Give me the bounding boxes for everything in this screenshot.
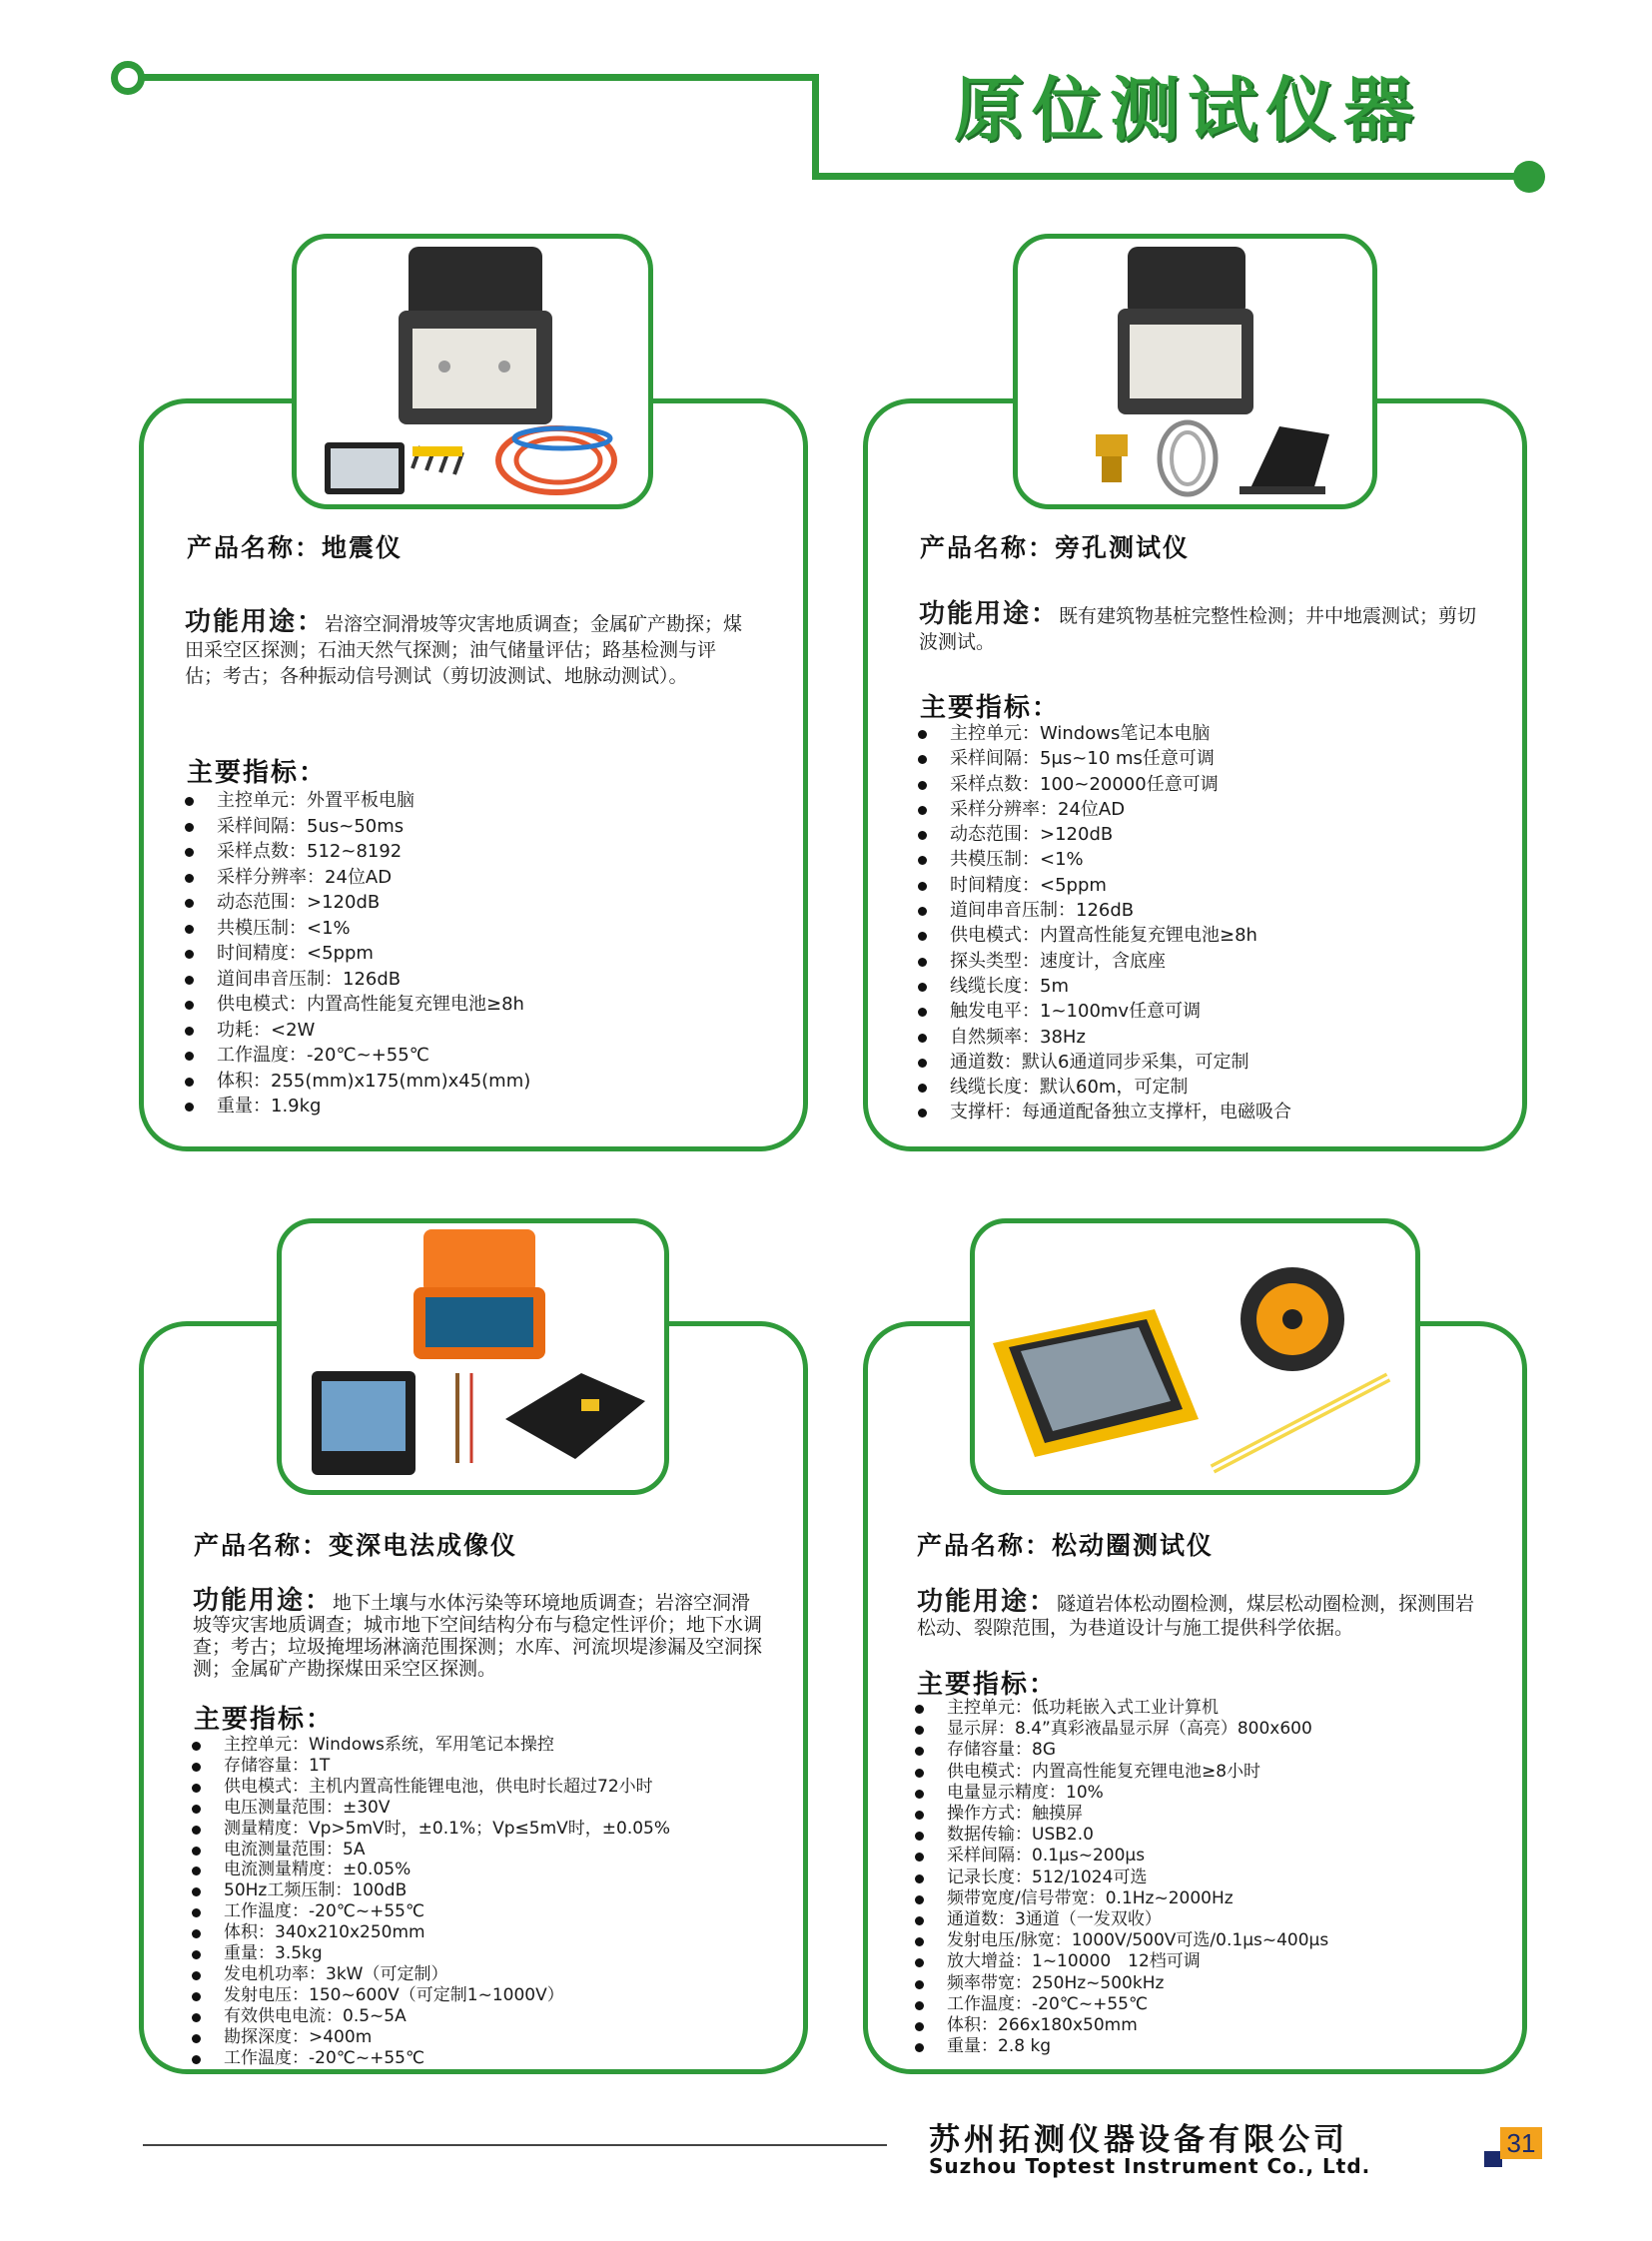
spec-title-resistivity-imager: 主要指标： bbox=[194, 1705, 335, 1735]
header-dot-icon bbox=[1513, 161, 1545, 193]
spec-item: 电流测量精度：±0.05% bbox=[190, 1860, 670, 1880]
spec-item: 重量：2.8 kg bbox=[913, 2036, 1328, 2057]
spec-item: 采样分辨率：24位AD bbox=[916, 797, 1291, 822]
spec-item: 供电模式：内置高性能复充锂电池≥8小时 bbox=[913, 1762, 1328, 1783]
spec-item: 发射电压/脉宽：1000V/500V可选/0.1μs~400μs bbox=[913, 1930, 1328, 1951]
spec-item: 工作温度：-20℃~+55℃ bbox=[183, 1043, 530, 1069]
spec-item: 操作方式：触摸屏 bbox=[913, 1804, 1328, 1825]
spec-item: 自然频率：38Hz bbox=[916, 1025, 1291, 1050]
spec-item: 显示屏：8.4”真彩液晶显示屏（高亮）800x600 bbox=[913, 1719, 1328, 1740]
spec-item: 共模压制：<1% bbox=[916, 847, 1291, 872]
spec-item: 电量显示精度：10% bbox=[913, 1783, 1328, 1804]
header-ring-icon bbox=[111, 61, 145, 95]
usage-label: 功能用途： bbox=[193, 1586, 334, 1616]
spec-item: 体积：255(mm)x175(mm)x45(mm) bbox=[183, 1069, 530, 1095]
spec-item: 采样点数：512~8192 bbox=[183, 839, 530, 865]
spec-item: 线缆长度：5m bbox=[916, 974, 1291, 999]
header-line-left bbox=[144, 74, 819, 81]
product-name-resistivity-imager: 产品名称：变深电法成像仪 bbox=[194, 1531, 518, 1560]
spec-item: 探头类型：速度计，含底座 bbox=[916, 949, 1291, 974]
seismograph-image-icon bbox=[297, 239, 648, 504]
spec-item: 存储容量：8G bbox=[913, 1740, 1328, 1761]
usage-borehole-tester bbox=[919, 601, 1478, 655]
spec-list-resistivity-imager bbox=[190, 1735, 670, 2069]
spec-item: 时间精度：<5ppm bbox=[916, 873, 1291, 898]
spec-item: 主控单元：低功耗嵌入式工业计算机 bbox=[913, 1698, 1328, 1719]
spec-item: 主控单元：外置平板电脑 bbox=[183, 788, 530, 814]
spec-item: 供电模式：内置高性能复充锂电池≥8h bbox=[916, 923, 1291, 948]
spec-item: 工作温度：-20℃~+55℃ bbox=[190, 2048, 670, 2069]
spec-item: 道间串音压制：126dB bbox=[916, 898, 1291, 923]
spec-item: 体积：340x210x250mm bbox=[190, 1922, 670, 1943]
product-name-loose-circle-tester: 产品名称：松动圈测试仪 bbox=[917, 1531, 1215, 1560]
product-name-seismograph: 产品名称：地震仪 bbox=[187, 533, 404, 562]
spec-item: 重量：1.9kg bbox=[183, 1094, 530, 1120]
spec-item: 支撑杆：每通道配备独立支撑杆，电磁吸合 bbox=[916, 1100, 1291, 1124]
spec-item: 采样间隔：0.1μs~200μs bbox=[913, 1846, 1328, 1867]
spec-item: 电流测量范围：5A bbox=[190, 1840, 670, 1861]
usage-label: 功能用途： bbox=[185, 607, 326, 637]
spec-item: 工作温度：-20℃~+55℃ bbox=[190, 1901, 670, 1922]
spec-item: 道间串音压制：126dB bbox=[183, 967, 530, 993]
usage-text: 既有建筑物基桩完整性检测；井中地震测试；剪切波测试。 bbox=[919, 605, 1477, 653]
spec-item: 数据传输：USB2.0 bbox=[913, 1825, 1328, 1846]
spec-list-seismograph bbox=[183, 788, 530, 1120]
spec-item: 50Hz工频压制：100dB bbox=[190, 1880, 670, 1901]
spec-item: 线缆长度：默认60m，可定制 bbox=[916, 1075, 1291, 1100]
page-title: 原位测试仪器 bbox=[954, 69, 1421, 151]
spec-item: 电压测量范围：±30V bbox=[190, 1798, 670, 1819]
header-line-vertical bbox=[812, 74, 819, 180]
spec-item: 频率带宽：250Hz~500kHz bbox=[913, 1973, 1328, 1994]
spec-item: 主控单元：Windows笔记本电脑 bbox=[916, 721, 1291, 746]
borehole-tester-image-icon bbox=[1018, 239, 1372, 504]
spec-item: 记录长度：512/1024可选 bbox=[913, 1868, 1328, 1888]
usage-label: 功能用途： bbox=[919, 599, 1060, 629]
product-photo-resistivity-imager bbox=[277, 1218, 669, 1495]
spec-item: 时间精度：<5ppm bbox=[183, 941, 530, 967]
spec-title-loose-circle-tester: 主要指标： bbox=[917, 1670, 1058, 1700]
spec-list-loose-circle-tester bbox=[913, 1698, 1328, 2057]
page-number: 31 bbox=[1500, 2127, 1542, 2159]
usage-text: 隧道岩体松动圈检测，煤层松动圈检测，探测围岩松动、裂隙范围，为巷道设计与施工提供科学依据。 bbox=[917, 1593, 1475, 1639]
product-name-borehole-tester: 产品名称：旁孔测试仪 bbox=[920, 533, 1191, 562]
usage-text: 地下土壤与水体污染等环境地质调查；岩溶空洞滑坡等灾害地质调查；城市地下空间结构分布与稳定性评价；地下水调查；考古；垃圾掩埋场淋滴范围探测；水库、河流坝堤渗漏及空洞探测；金属矿产勘探煤田采空区探测。 bbox=[193, 1592, 763, 1680]
spec-item: 功耗：<2W bbox=[183, 1018, 530, 1044]
spec-item: 主控单元：Windows系统，军用笔记本操控 bbox=[190, 1735, 670, 1756]
spec-item: 采样分辨率：24位AD bbox=[183, 865, 530, 891]
resistivity-imager-image-icon bbox=[282, 1223, 664, 1490]
spec-item: 测量精度：Vp>5mV时，±0.1%；Vp≤5mV时，±0.05% bbox=[190, 1819, 670, 1840]
product-photo-loose-circle-tester bbox=[970, 1218, 1420, 1495]
spec-item: 共模压制：<1% bbox=[183, 916, 530, 942]
spec-item: 频带宽度/信号带宽：0.1Hz~2000Hz bbox=[913, 1888, 1328, 1909]
spec-list-borehole-tester bbox=[916, 721, 1291, 1125]
spec-item: 重量：3.5kg bbox=[190, 1943, 670, 1964]
spec-item: 通道数：3通道（一发双收） bbox=[913, 1909, 1328, 1930]
spec-item: 采样间隔：5μs~10 ms任意可调 bbox=[916, 746, 1291, 771]
spec-item: 发射电压：150~600V（可定制1~1000V） bbox=[190, 1985, 670, 2006]
spec-item: 体积：266x180x50mm bbox=[913, 2015, 1328, 2036]
spec-item: 存储容量：1T bbox=[190, 1756, 670, 1777]
usage-resistivity-imager bbox=[193, 1586, 767, 1680]
header-line-bottom bbox=[812, 173, 1527, 180]
usage-label: 功能用途： bbox=[917, 1587, 1058, 1617]
spec-item: 动态范围：>120dB bbox=[183, 890, 530, 916]
company-name-en: Suzhou Toptest Instrument Co., Ltd. bbox=[929, 2154, 1371, 2178]
product-photo-borehole-tester bbox=[1013, 234, 1377, 509]
spec-title-seismograph: 主要指标： bbox=[187, 758, 328, 788]
company-name-cn: 苏州拓测仪器设备有限公司 bbox=[929, 2122, 1348, 2158]
spec-item: 供电模式：内置高性能复充锂电池≥8h bbox=[183, 992, 530, 1018]
spec-item: 供电模式：主机内置高性能锂电池，供电时长超过72小时 bbox=[190, 1777, 670, 1798]
spec-item: 勘探深度：>400m bbox=[190, 2027, 670, 2048]
footer-rule bbox=[143, 2144, 887, 2146]
usage-seismograph bbox=[185, 609, 744, 689]
loose-circle-tester-image-icon bbox=[975, 1223, 1415, 1490]
product-photo-seismograph bbox=[292, 234, 653, 509]
spec-item: 通道数：默认6通道同步采集，可定制 bbox=[916, 1050, 1291, 1075]
spec-item: 采样点数：100~20000任意可调 bbox=[916, 772, 1291, 797]
spec-item: 工作温度：-20℃~+55℃ bbox=[913, 1994, 1328, 2015]
spec-item: 放大增益：1~10000 12档可调 bbox=[913, 1951, 1328, 1972]
spec-title-borehole-tester: 主要指标： bbox=[920, 693, 1061, 723]
spec-item: 触发电平：1~100mv任意可调 bbox=[916, 999, 1291, 1024]
spec-item: 发电机功率：3kW（可定制） bbox=[190, 1964, 670, 1985]
usage-loose-circle-tester bbox=[917, 1587, 1486, 1640]
spec-item: 有效供电电流：0.5~5A bbox=[190, 2006, 670, 2027]
spec-item: 采样间隔：5us~50ms bbox=[183, 814, 530, 840]
spec-item: 动态范围：>120dB bbox=[916, 822, 1291, 847]
usage-text: 岩溶空洞滑坡等灾害地质调查；金属矿产勘探；煤田采空区探测；石油天然气探测；油气储量评估；路基检测与评估；考古；各种振动信号测试（剪切波测试、地脉动测试）。 bbox=[185, 613, 743, 687]
